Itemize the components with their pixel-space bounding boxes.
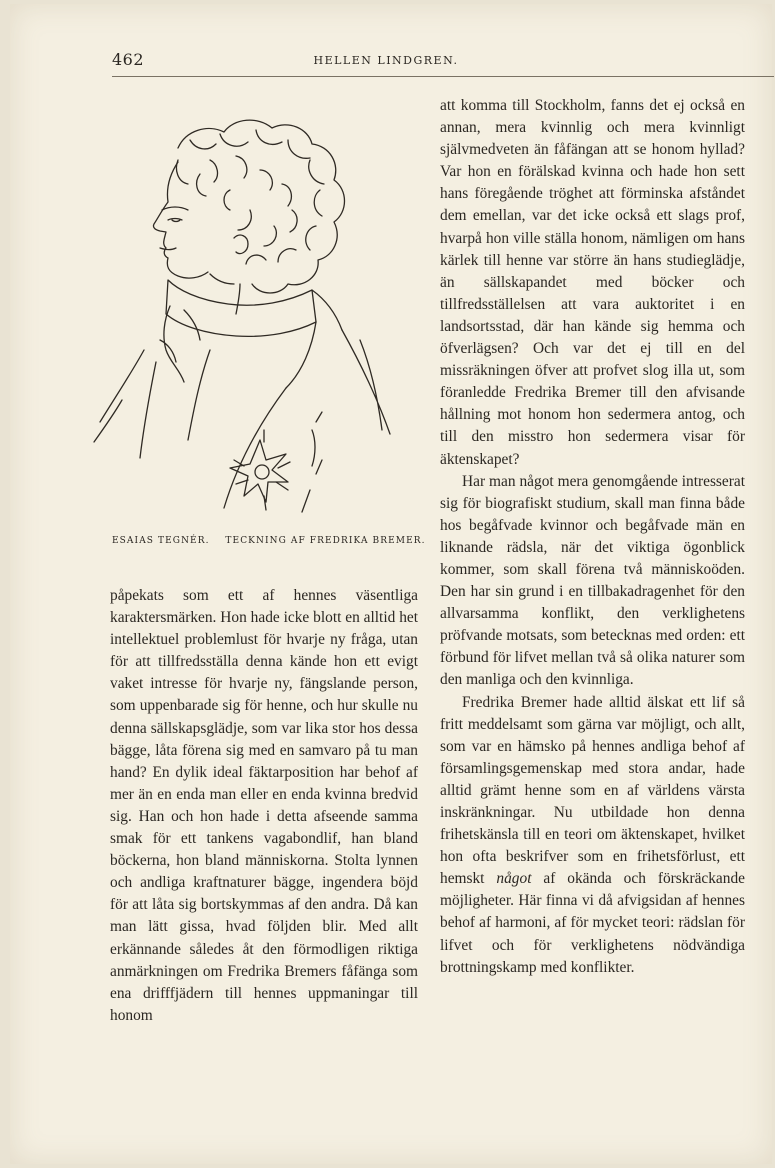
page-header	[112, 50, 660, 70]
right-paragraph-2: Har man något mera genomgående intresserat sig för biografiskt studium, skall man finna både hos begåfvade kvinnor och begåfvade män en liknande rädsla, när det viktiga ögonblick kommer, som skall förena två människoöden. Den har sin grund i en tillbakadragenhet för den allvarsamma konflikt, den verklighetens pröfvande motsats, som betecknas med orden: ett förbund för lifvet mellan två så olika naturer som den manliga och den kvinnliga.	[440, 472, 745, 689]
caption-credit: TECKNING AF FREDRIKA BREMER.	[225, 536, 426, 546]
order-star-decoration	[230, 430, 290, 510]
header-rule	[112, 76, 774, 77]
figure-caption	[112, 536, 426, 546]
right-paragraph-3	[440, 692, 745, 979]
collar	[166, 280, 316, 336]
page-number: 462	[112, 50, 145, 69]
running-title: HELLEN LINDGREN.	[313, 54, 459, 67]
italic-word: något	[496, 870, 532, 888]
left-text-column	[110, 585, 418, 1027]
right-text-column	[440, 95, 745, 979]
hair-curls	[178, 120, 345, 293]
paragraph-3-text-a: Fredrika Bremer hade alltid älskat ett lif så fritt meddelsamt som gärna var möjligt, och allt, som var en hämsko på hennes andliga behof af församlingsgemenskap med stora andar, hade alltid grämt henne som en af världens värsta inskränkningar. Nu utbildade hon denna frihetskänsla till en teori om äktenskapet, hvilket hon ofta beskrifver som en frihetsförlust, ett hemskt	[440, 693, 745, 888]
right-paragraph-1: att komma till Stockholm, fanns det ej också en annan, mera kvinnlig och mera kvinnligt självmedveten än fåfängan att se honom hyllad? Var hon en förälskad kvinna och hade hon sett hans föregående tröghet att förminska afståndet dem emellan, var det icke också ett slags prof, hvarpå hon ville ställa honom, nämligen om hans kärlek till henne var större än hans studieglädje, än sällskapandet med böcker och tillfredsställelsen att vara auktoritet i en landsortsstad, där han kände sig hemma och öfverlägsen? Och var det ej till en del missräkningen öfver att profvet slog illa ut, som föranledde Fredrika Bremer till den afvisande hållning mot honom hon sedermera antog, och till den misstro hon sedermera visar för äktenskapet?	[440, 97, 745, 468]
caption-subject: ESAIAS TEGNÉR.	[112, 536, 210, 546]
paragraph-3-text-b: af okända och förskräckande möjligheter. Här finna vi då afvigsidan af hennes behof af harmoni, af för mycket teori: rädslan för lifvet och för verklighetens nödvändiga brottningskamp med konflikter.	[440, 870, 745, 976]
portrait-illustration	[60, 100, 420, 520]
left-paragraph: påpekats som ett af hennes väsentliga karaktersmärken. Hon hade icke blott en alltid het intellektuel problemlust för hvarje ny fråga, utan för att tillfredsställa denna kände hon ett evigt vaket intresse för hvarje ny, fängslande person, som uppenbarade sig för henne, och hur skulle nu denna sällskapsglädje, som var lika stor hos dessa bägge, låta förena sig med en samvaro på tu man hand? En dylik ideal fäktarposition har behof af mer än en enda man eller en enda kvinna bredvid sig. Han och hon hade i detta afseende samma smak för ett tankens vagabondlif, han bland böckerna, hon bland människorna. Stolta lynnen och andliga kraftnaturer bägge, ingendera böjd för att låta sig bortskymmas af den andra. Då kan man lätt gissa, hvad följden blir. Med allt erkännande således åt den förmodligen riktiga anmärkningen om Fredrika Bremers fåfänga som ena drifffjädern till hennes uppmaningar till honom	[110, 587, 418, 1024]
